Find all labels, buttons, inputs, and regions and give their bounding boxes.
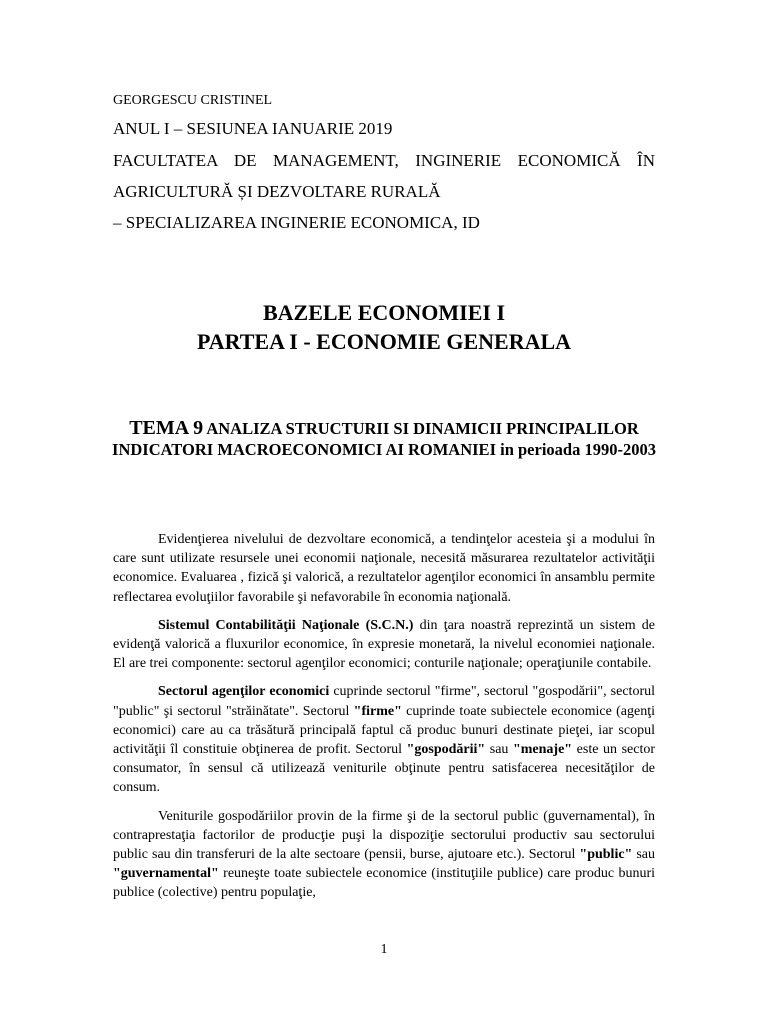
faculty-line-2: AGRICULTURĂ ȘI DEZVOLTARE RURALĂ <box>113 182 441 201</box>
theme-text: ANALIZA STRUCTURII SI DINAMICII PRINCIPALILOR INDICATORI MACROECONOMICI AI ROMANIEI in perioada 1990-2003 <box>112 419 656 459</box>
paragraph-4 <box>113 807 655 903</box>
menaje-term: "menaje" <box>513 742 573 758</box>
document-subtitle: PARTEA I - ECONOMIE GENERALA <box>196 329 572 354</box>
page-number: 1 <box>380 942 388 957</box>
paragraph-3-text-3: sau <box>485 742 513 758</box>
gospodarii-term: "gospodării" <box>406 742 486 758</box>
paragraph-4-text-2: sau <box>632 847 655 863</box>
author-name: GEORGESCU CRISTINEL <box>113 93 273 108</box>
paragraph-3-text-2: cuprinde toate subiectele economice (agenţi economici) care au ca trăsătură principală faptul că produc bunuri destinate pieţei, iar scopul activităţii îl constituie obţinerea de profit. Sectorul <box>113 703 655 758</box>
theme-label: TEMA 9 <box>129 417 204 439</box>
sector-agents-term: Sectorul agenţilor economici <box>158 684 330 700</box>
paragraph-4-text-3: reuneşte toate subiectele economice (instituţiile publice) care produc bunuri publice (colective) pentru populaţie, <box>113 866 655 901</box>
document-title: BAZELE ECONOMIEI I <box>262 300 506 325</box>
faculty-line-1: FACULTATEA DE MANAGEMENT, INGINERIE ECONOMICĂ ÎN <box>113 151 655 170</box>
scn-term: Sistemul Contabilităţii Naţionale (S.C.N.) <box>158 617 414 633</box>
paragraph-2-text: din ţara noastră reprezintă un sistem de evidenţă valorică a fluxurilor economice, în expresie monetară, la nivelul economiei naţionale. El are trei componente: sectorul agenţilor economici; conturile naţionale; operaţiunile contabile. <box>113 617 656 672</box>
paragraph-1: Evidenţierea nivelului de dezvoltare economică, a tendinţelor acesteia şi a modului în care sunt utilizate resursele unei economii naţionale, necesită măsurarea rezultatelor activităţii economice. Evaluarea , fizică şi valorică, a rezultatelor agenţilor economici în ansamblu permite reflectarea evoluţiilor favorabile şi nefavorabile în economia naţională. <box>113 532 655 605</box>
firme-term: "firme" <box>353 703 402 719</box>
public-term: "public" <box>579 847 633 863</box>
body-text <box>113 530 655 912</box>
paragraph-4-text-1: Veniturile gospodăriilor provin de la firme şi de la sectorul public (guvernamental), în contraprestaţia factorilor de producţie puşi la dispoziţie sectorului productiv sau sectorului public sau din transferuri de la alte sectoare (pensii, burse, ajutoare etc.). Sectorul <box>113 808 655 863</box>
guvernamental-term: "guvernamental" <box>113 866 219 882</box>
session-line: ANUL I – SESIUNEA IANUARIE 2019 <box>113 119 393 138</box>
paragraph-3-text-1: cuprinde sectorul "firme", sectorul "gospodării", sectorul "public" şi sectorul "străinătate". Sectorul <box>113 684 655 719</box>
paragraph-3-text-4: este un sector consumator, în sensul că utilizează veniturile obţinute pentru satisfacerea necesităţilor de consum. <box>113 742 655 796</box>
paragraph-3 <box>113 682 655 797</box>
paragraph-2 <box>113 616 655 674</box>
specialization-line: – SPECIALIZAREA INGINERIE ECONOMICA, ID <box>113 213 480 232</box>
theme-heading <box>100 418 668 460</box>
